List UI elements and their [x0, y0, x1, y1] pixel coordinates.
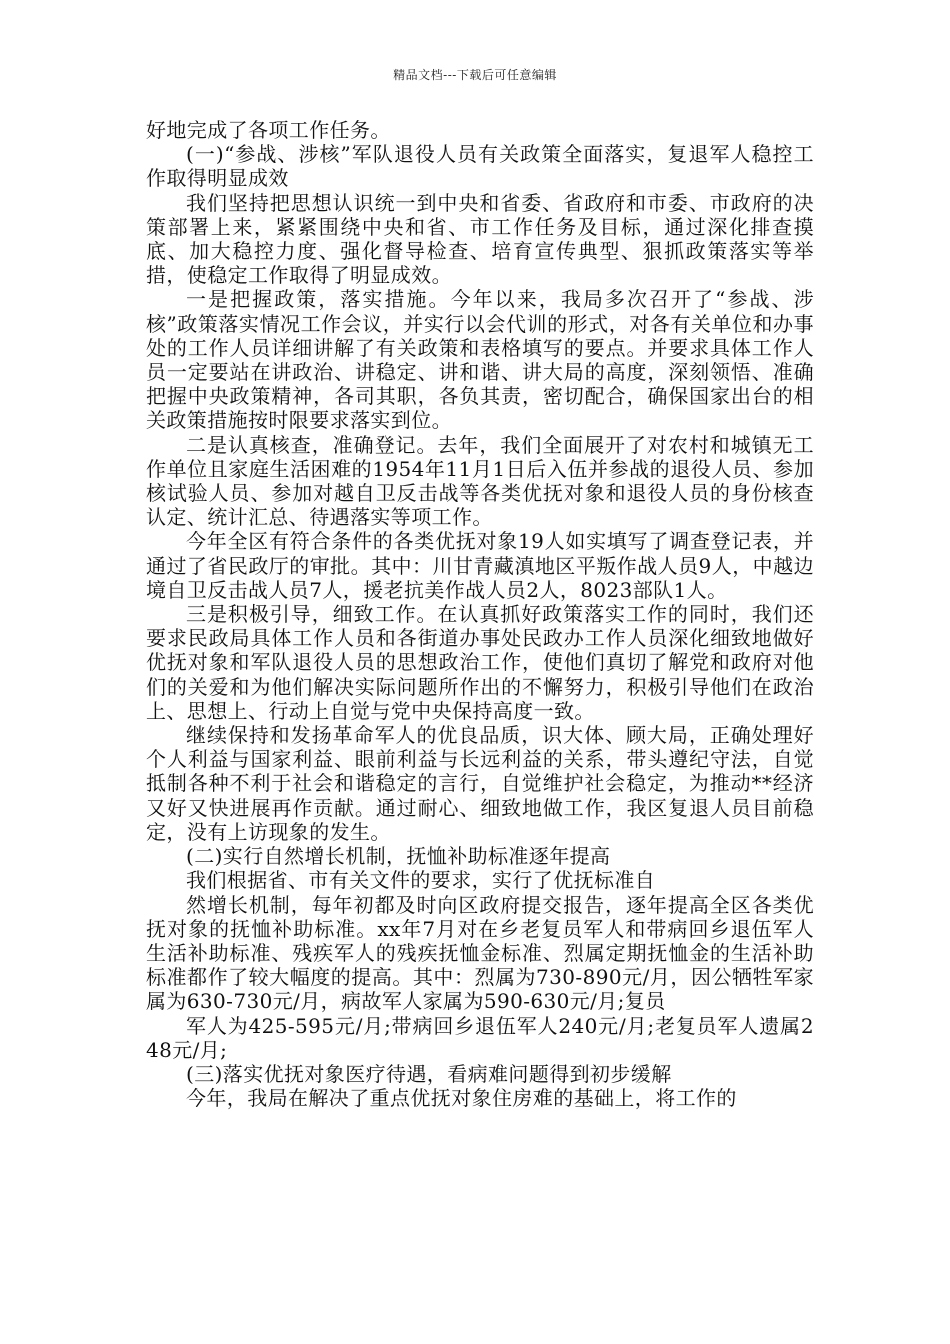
document-body — [146, 118, 814, 1110]
paragraph: 军人为425-595元/月;带病回乡退伍军人240元/月;老复员军人遗属248元/月; — [146, 1013, 814, 1062]
paragraph: 今年全区有符合条件的各类优抚对象19人如实填写了调查登记表，并通过了省民政厅的审批。其中：川甘青藏滇地区平叛作战人员9人，中越边境自卫反击战人员7人，援老抗美作战人员2人，8023部队1人。 — [146, 529, 814, 602]
paragraph: (一)“参战、涉核”军队退役人员有关政策全面落实，复退军人稳控工作取得明显成效 — [146, 142, 814, 191]
paragraph: (二)实行自然增长机制，抚恤补助标准逐年提高 — [186, 844, 611, 869]
paragraph: 三是积极引导，细致工作。在认真抓好政策落实工作的同时，我们还要求民政局具体工作人员和各街道办事处民政办工作人员深化细致地做好优抚对象和军队退役人员的思想政治工作，使他们真切了解党和政府对他们的关爱和为他们解决实际问题所作出的不懈努力，积极引导他们在政治上、思想上、行动上自觉与党中央保持高度一致。 — [146, 602, 814, 723]
paragraph: 我们坚持把思想认识统一到中央和省委、省政府和市委、市政府的决策部署上来，紧紧围绕中央和省、市工作任务及目标，通过深化排查摸底、加大稳控力度、强化督导检查、培育宣传典型、狠抓政策落实等举措，使稳定工作取得了明显成效。 — [146, 190, 814, 288]
paragraph: 二是认真核查，准确登记。去年，我们全面展开了对农村和城镇无工作单位且家庭生活困难的1954年11月1日后入伍并参战的退役人员、参加核试验人员、参加对越自卫反击战等各类优抚对象和退役人员的身份核查认定、统计汇总、待遇落实等项工作。 — [146, 432, 814, 530]
paragraph: 今年，我局在解决了重点优抚对象住房难的基础上，将工作的 — [186, 1086, 737, 1111]
paragraph: 我们根据省、市有关文件的要求，实行了优抚标准自 — [186, 868, 656, 893]
paragraph: 继续保持和发扬革命军人的优良品质，识大体、顾大局，正确处理好个人利益与国家利益、眼前利益与长远利益的关系，带头遵纪守法，自觉抵制各种不利于社会和谐稳定的言行，自觉维护社会稳定，为推动**经济又好又快进展再作贡献。通过耐心、细致地做工作，我区复退人员目前稳定，没有上访现象的发生。 — [146, 723, 814, 844]
paragraph: (三)落实优抚对象医疗待遇，看病难问题得到初步缓解 — [186, 1061, 672, 1086]
paragraph: 一是把握政策，落实措施。今年以来，我局多次召开了“参战、涉核”政策落实情况工作会议，并实行以会代训的形式，对各有关单位和办事处的工作人员详细讲解了有关政策和表格填写的要点。并要求具体工作人员一定要站在讲政治、讲稳定、讲和谐、讲大局的高度，深刻领悟、准确把握中央政策精神，各司其职，各负其责，密切配合，确保国家出台的相关政策措施按时限要求落实到位。 — [146, 287, 814, 433]
paragraph: 然增长机制，每年初都及时向区政府提交报告，逐年提高全区各类优抚对象的抚恤补助标准。xx年7月对在乡老复员军人和带病回乡退伍军人生活补助标准、残疾军人的残疾抚恤金标准、烈属定期抚恤金的生活补助标准都作了较大幅度的提高。其中：烈属为730-890元/月，因公牺牲军家属为630-730元/月，病故军人家属为590-630元/月;复员 — [146, 892, 814, 1014]
paragraph: 好地完成了各项工作任务。 — [146, 118, 391, 142]
page-header: 精品文档---下载后可任意编辑 — [393, 68, 557, 82]
